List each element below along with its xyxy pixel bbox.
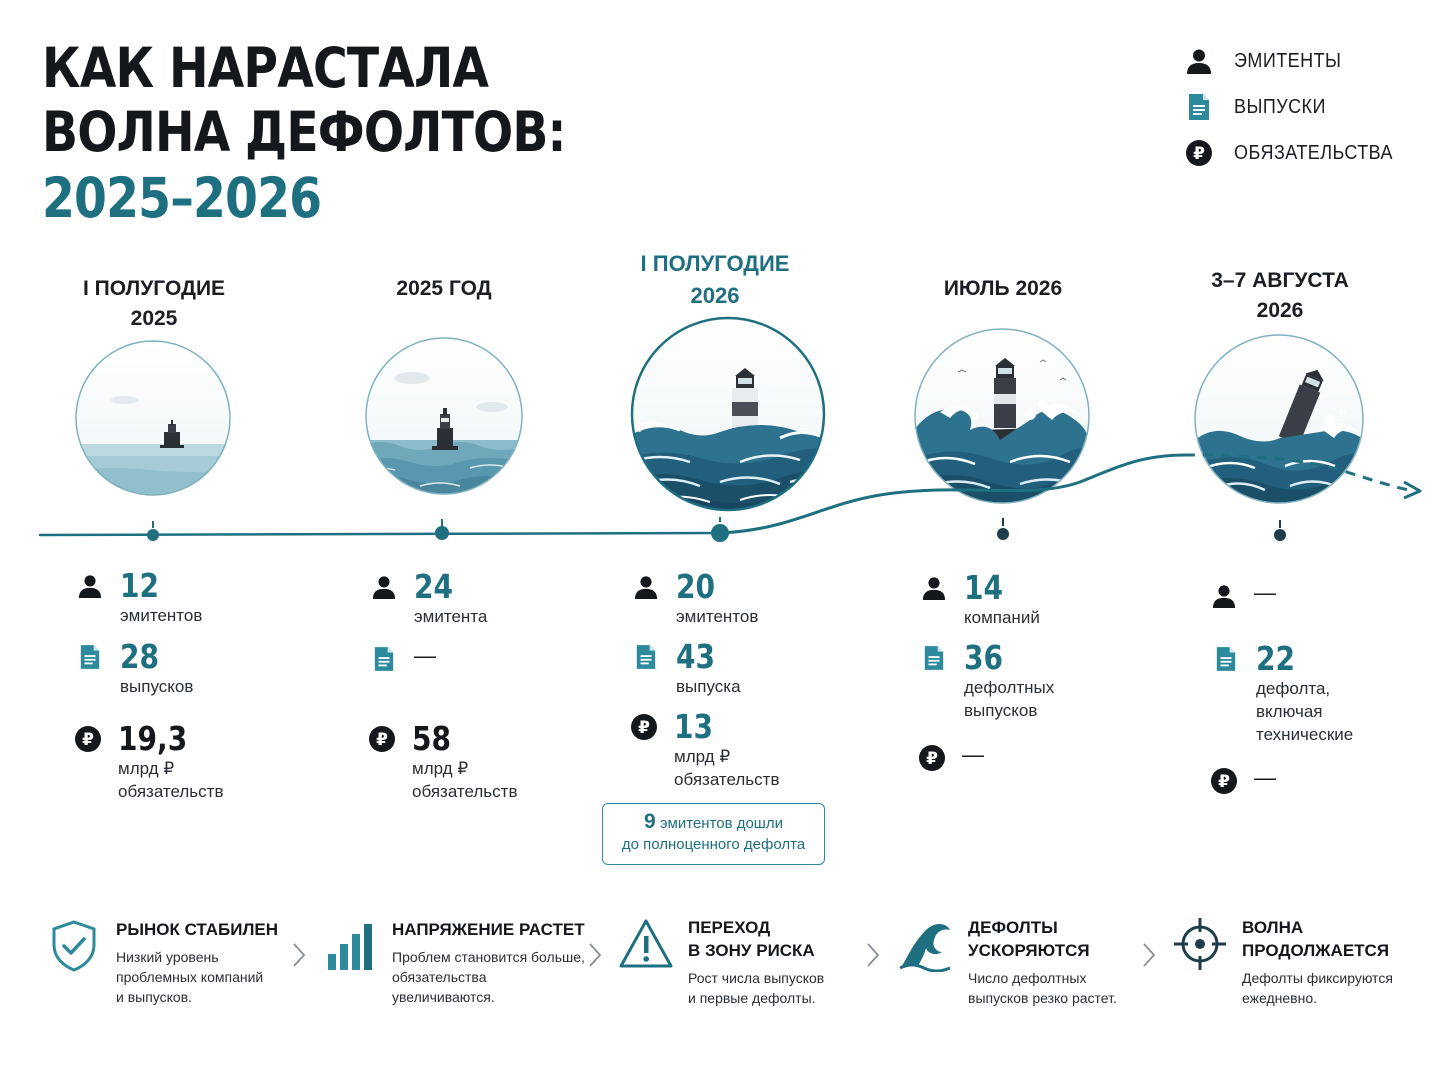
- phase-title-1: I ПОЛУГОДИЕ 2025: [82, 277, 226, 330]
- phase-5-liabilities-value: —: [1254, 765, 1276, 790]
- ruble-icon: [918, 744, 946, 772]
- phase-3-note-number: 9: [644, 810, 656, 833]
- stage-2-text: Проблем становится больше, обязательства увеличиваются.: [392, 949, 585, 1005]
- illustration-calm-sea: [70, 341, 240, 506]
- phase-3-issuers: [632, 569, 758, 628]
- phase-1-issuers-value: 12: [120, 566, 160, 605]
- stage-2-heading: НАПРЯЖЕНИЕ РАСТЕТ: [392, 920, 585, 939]
- phase-5-issues: [1212, 641, 1353, 746]
- title-line-3: 2025–2026: [42, 166, 322, 230]
- title-line-1: КАК НАРАСТАЛА: [42, 36, 489, 100]
- timeline-marker-5: [1274, 529, 1286, 541]
- target-icon: [1172, 916, 1228, 972]
- phase-1-issues: [76, 639, 193, 698]
- phase-5-issues-value: 22: [1256, 639, 1296, 678]
- phase-4-liabilities: [918, 740, 984, 772]
- chevron-right-icon: [588, 942, 602, 968]
- phase-3-liabilities: [630, 709, 779, 791]
- phase-3-issuers-value: 20: [676, 567, 716, 606]
- phase-2-issues-value: —: [414, 643, 436, 668]
- stage-1-text: Низкий уровень проблемных компаний и выпусков.: [116, 949, 264, 1005]
- person-icon: [920, 574, 948, 602]
- svg-text:₽: ₽: [1193, 144, 1205, 164]
- stage-3: [618, 916, 858, 1008]
- phase-title-4: ИЮЛЬ 2026: [943, 277, 1063, 300]
- svg-text:₽: ₽: [926, 749, 938, 769]
- stage-1-heading: РЫНОК СТАБИЛЕН: [116, 920, 279, 939]
- person-icon: [1210, 582, 1238, 610]
- phase-4-issues-value: 36: [964, 638, 1004, 677]
- phase-3-issues-value: 43: [676, 637, 716, 676]
- document-icon: [76, 643, 104, 671]
- phase-2-liabilities: [368, 721, 517, 803]
- phase-3-issues: [632, 639, 741, 698]
- person-icon: [632, 573, 660, 601]
- chevron-right-icon: [292, 942, 306, 968]
- phase-2-issuers: [370, 569, 487, 628]
- stage-1: [46, 918, 286, 1007]
- stage-2: [322, 918, 592, 1007]
- document-icon: [920, 644, 948, 672]
- phase-5-issuers: [1210, 578, 1276, 610]
- phase-3-liabilities-value: 13: [674, 707, 714, 746]
- phase-5-issuers-value: —: [1254, 580, 1276, 605]
- phase-3-note-text-1: эмитентов дошли: [659, 815, 783, 832]
- phase-1-issuers-unit: эмитентов: [120, 606, 203, 625]
- stage-3-text: Рост числа выпусков и первые дефолты.: [688, 970, 825, 1006]
- stage-4-text: Число дефолтных выпусков резко растет.: [968, 970, 1117, 1006]
- legend-label-liabilities: ОБЯЗАТЕЛЬСТВА: [1234, 141, 1393, 164]
- phase-1-liabilities-value: 19,3: [118, 719, 188, 758]
- person-icon: [76, 572, 104, 600]
- phase-title-3: I ПОЛУГОДИЕ 2026: [640, 251, 790, 308]
- stage-5-text: Дефолты фиксируются ежедневно.: [1242, 970, 1393, 1006]
- phase-2-issuers-unit: эмитента: [414, 607, 488, 626]
- ruble-icon: [368, 725, 396, 753]
- phase-4-issues: [920, 640, 1054, 722]
- timeline-marker-1: [147, 529, 159, 541]
- chevron-right-icon: [1142, 942, 1156, 968]
- stage-5: [1172, 916, 1434, 1008]
- phase-3-issues-unit: выпуска: [676, 677, 741, 696]
- wave-icon: [898, 916, 954, 972]
- ruble-icon: [74, 725, 102, 753]
- phase-3-issuers-unit: эмитентов: [676, 607, 759, 626]
- svg-text:₽: ₽: [376, 730, 388, 750]
- phase-1-issues-value: 28: [120, 637, 160, 676]
- phase-1-issues-unit: выпусков: [120, 677, 194, 696]
- person-icon: [370, 573, 398, 601]
- warning-icon: [618, 916, 674, 972]
- phase-5-issues-unit: дефолта, включая технические: [1256, 679, 1354, 744]
- phase-2-issues: [370, 641, 436, 673]
- phase-2-liabilities-value: 58: [412, 719, 452, 758]
- stage-3-heading: ПЕРЕХОД В ЗОНУ РИСКА: [688, 918, 815, 960]
- legend-label-issues: ВЫПУСКИ: [1234, 95, 1326, 118]
- stage-4-heading: ДЕФОЛТЫ УСКОРЯЮТСЯ: [968, 918, 1090, 960]
- phase-title-5: 3–7 АВГУСТА 2026: [1211, 269, 1349, 322]
- phase-4-issues-unit: дефолтных выпусков: [964, 678, 1055, 720]
- stage-5-heading: ВОЛНА ПРОДОЛЖАЕТСЯ: [1242, 918, 1390, 960]
- shield-check-icon: [46, 918, 102, 974]
- illustration-collapse: [1195, 335, 1365, 510]
- phase-3-liabilities-unit: млрд ₽ обязательств: [674, 747, 780, 789]
- title-line-2: ВОЛНА ДЕФОЛТОВ:: [42, 100, 566, 164]
- phase-title-2: 2025 ГОД: [396, 277, 492, 300]
- phase-5-liabilities: [1210, 763, 1276, 795]
- document-icon: [370, 645, 398, 673]
- stage-4: [898, 916, 1148, 1008]
- phase-3-note: [602, 803, 825, 865]
- phase-4-issuers: [920, 570, 1040, 629]
- legend-label-issuers: ЭМИТЕНТЫ: [1234, 49, 1342, 72]
- phase-4-issuers-unit: компаний: [964, 608, 1040, 627]
- document-icon: [1212, 645, 1240, 673]
- phase-2-issuers-value: 24: [414, 567, 454, 606]
- svg-text:₽: ₽: [638, 718, 650, 738]
- timeline-markers: [147, 517, 1286, 542]
- bar-chart-icon: [322, 918, 378, 974]
- timeline-marker-2: [435, 526, 449, 540]
- phase-3-note-text-2: до полноценного дефолта: [621, 836, 806, 853]
- illustration-big-waves: [620, 318, 840, 520]
- phase-1-liabilities-unit: млрд ₽ обязательств: [118, 759, 224, 801]
- chevron-right-icon: [866, 942, 880, 968]
- illustration-swell: [360, 338, 530, 510]
- phase-1-liabilities: [74, 721, 223, 803]
- svg-text:₽: ₽: [82, 730, 94, 750]
- ruble-icon: [630, 713, 658, 741]
- phase-2-liabilities-unit: млрд ₽ обязательств: [412, 759, 518, 801]
- document-icon: [632, 643, 660, 671]
- timeline-marker-4: [997, 528, 1009, 540]
- phase-4-issuers-value: 14: [964, 568, 1004, 607]
- timeline-marker-3: [711, 524, 729, 542]
- svg-text:₽: ₽: [1218, 772, 1230, 792]
- phase-4-liabilities-value: —: [962, 742, 984, 767]
- phase-1-issuers: [76, 568, 202, 627]
- ruble-icon: [1210, 767, 1238, 795]
